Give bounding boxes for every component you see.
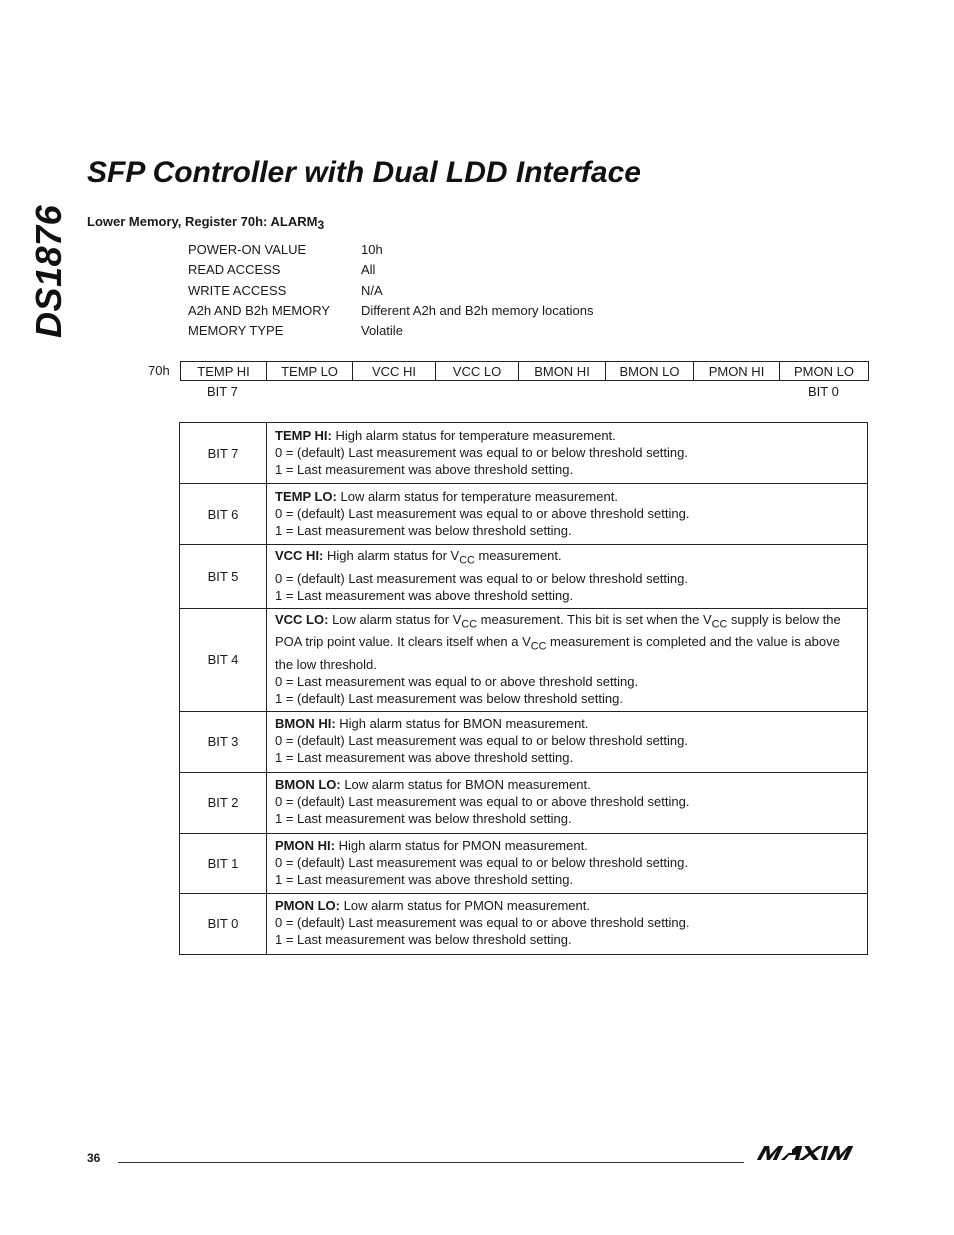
property-value: N/A [361,283,383,298]
bit-number: BIT 6 [180,484,267,545]
bit-description [267,608,868,711]
field-name: BMON LO: [275,777,341,793]
field-setting: 1 = Last measurement was below threshold setting. [275,522,572,538]
field-name: PMON HI: [275,837,335,853]
document-title: SFP Controller with Dual LDD Interface [87,156,641,189]
field-summary: Low alarm status for V [328,611,462,627]
field-setting: 1 = Last measurement was above threshold setting. [275,587,574,603]
field-setting: 1 = Last measurement was below threshold setting. [275,811,572,827]
field-name: VCC LO: [275,611,329,627]
table-row [180,772,868,833]
section-heading-text: Lower Memory, Register 70h: ALARM [87,214,318,229]
page-number: 36 [87,1151,101,1165]
field-summary: measurement. This bit is set when the V [477,611,712,627]
register-bit-cell: VCC HI [353,362,436,381]
bit-description [267,772,868,833]
register-bit-cell: VCC LO [436,362,519,381]
bit-number: BIT 0 [180,893,267,954]
field-summary: supply is below the POA trip point value. It clears itself when a V [275,611,841,650]
field-setting: 0 = (default) Last measurement was equal to or above threshold setting. [275,915,690,931]
bit-number: BIT 1 [180,833,267,893]
bit-number: BIT 5 [180,545,267,609]
subscript: CC [461,618,478,631]
register-bit-cell: BMON LO [606,362,694,381]
bit-description [267,893,868,954]
subscript: CC [530,640,547,653]
bit-description [267,484,868,545]
field-summary: Low alarm status for BMON measurement. [340,777,591,793]
bit-description [267,711,868,772]
bit-number: BIT 4 [180,608,267,711]
field-name: TEMP LO: [275,488,337,504]
field-setting: 0 = (default) Last measurement was equal to or above threshold setting. [275,794,690,810]
property-label: MEMORY TYPE [188,323,284,338]
maxim-logo-icon [756,1143,868,1168]
table-row [180,608,868,711]
footer-rule [118,1162,744,1163]
bit-description [267,423,868,484]
property-label: WRITE ACCESS [188,283,287,298]
bit-high-label: BIT 7 [207,384,238,399]
field-setting: 1 = Last measurement was above threshold setting. [275,461,574,477]
register-bit-map [180,361,869,381]
field-name: TEMP HI: [275,427,332,443]
field-name: VCC HI: [275,548,324,563]
field-setting: 0 = (default) Last measurement was equal to or below threshold setting. [275,733,688,749]
property-label: A2h AND B2h MEMORY [188,303,331,318]
bit-description [267,833,868,893]
field-summary: High alarm status for PMON measurement. [334,837,588,853]
field-setting: 1 = Last measurement was below threshold setting. [275,932,572,948]
register-bit-cell: TEMP HI [181,362,267,381]
field-setting: 0 = (default) Last measurement was equal to or above threshold setting. [275,505,690,521]
field-setting: 0 = (default) Last measurement was equal to or below threshold setting. [275,854,688,870]
property-value: Different A2h and B2h memory locations [361,303,594,318]
field-summary: Low alarm status for PMON measurement. [340,898,590,914]
register-bit-cell: PMON LO [780,362,869,381]
table-row [180,423,868,484]
register-bit-cell: PMON HI [694,362,780,381]
field-summary: Low alarm status for temperature measurement. [336,488,618,504]
register-address: 70h [148,363,170,378]
property-value: 10h [361,242,383,257]
bit-number: BIT 7 [180,423,267,484]
section-heading [87,214,325,232]
field-setting: 1 = (default) Last measurement was below threshold setting. [275,690,623,706]
field-setting: 1 = Last measurement was above threshold setting. [275,750,574,766]
table-row [180,711,868,772]
property-label: READ ACCESS [188,262,281,277]
bit-description [267,545,868,609]
subscript: CC [459,554,475,567]
property-value: All [361,262,376,277]
property-value: Volatile [361,323,403,338]
maxim-logo-icon-svg [756,1143,868,1163]
subscript: CC [711,618,728,631]
bit-low-label: BIT 0 [808,384,839,399]
table-row [180,833,868,893]
bit-description-table [179,422,868,955]
field-summary: High alarm status for BMON measurement. [335,716,589,732]
section-heading-subscript: 3 [317,218,325,232]
field-summary: measurement is completed and the value is above the low threshold. [275,634,840,672]
table-row [180,484,868,545]
field-setting: 0 = Last measurement was equal to or above threshold setting. [275,673,639,689]
field-summary: High alarm status for temperature measurement. [331,427,616,443]
table-row [180,545,868,609]
field-name: PMON LO: [275,898,340,914]
field-setting: 0 = (default) Last measurement was equal to or below threshold setting. [275,570,688,586]
table-row [180,893,868,954]
field-summary: measurement. [474,548,562,563]
bit-number: BIT 2 [180,772,267,833]
register-bit-cell: BMON HI [519,362,606,381]
bit-number: BIT 3 [180,711,267,772]
register-bit-cell: TEMP LO [267,362,353,381]
field-summary: High alarm status for V [323,548,460,563]
field-name: BMON HI: [275,716,336,732]
property-label: POWER-ON VALUE [188,242,307,257]
field-setting: 1 = Last measurement was above threshold setting. [275,871,574,887]
field-setting: 0 = (default) Last measurement was equal to or below threshold setting. [275,444,688,460]
